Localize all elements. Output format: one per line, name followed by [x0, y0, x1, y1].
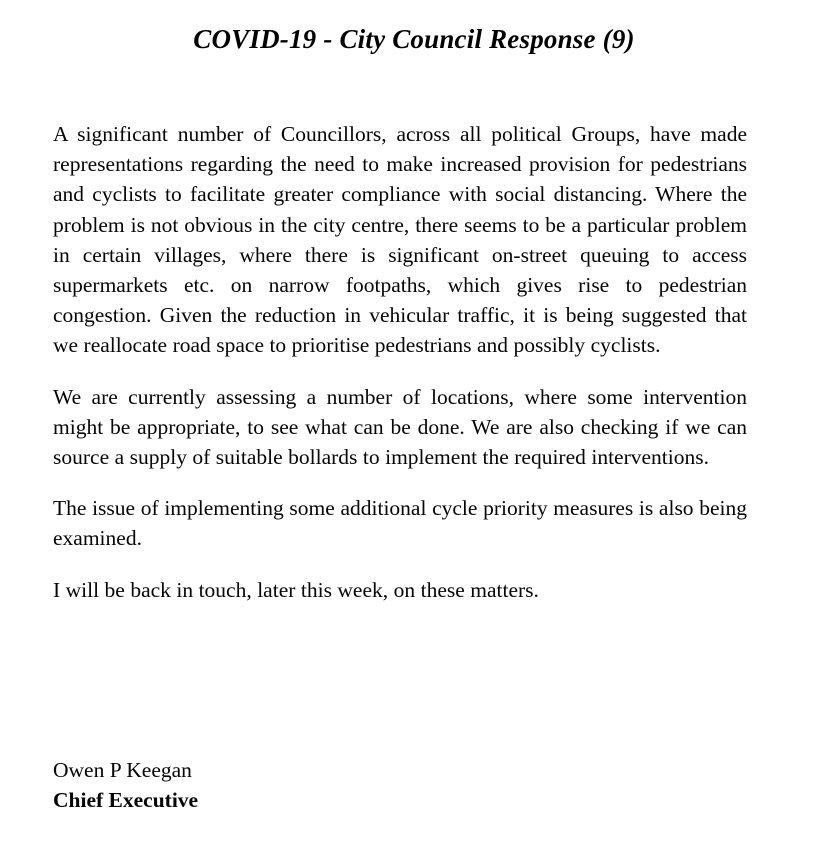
- page-title: COVID-19 - City Council Response (9): [193, 24, 635, 54]
- signature-block: [53, 755, 553, 815]
- signature-role: Chief Executive: [53, 788, 199, 813]
- body-paragraph-3: The issue of implementing some additional cycle priority measures is also being examined.: [53, 496, 747, 551]
- body-paragraph-1: A significant number of Councillors, across all political Groups, have made representations regarding the need to make increased provision for pedestrians and cyclists to facilitate greater compliance with social distancing. Where the problem is not obvious in the city centre, there seems to be a particular problem in certain villages, where there is significant on-street queuing to access supermarkets etc. on narrow footpaths, which gives rise to pedestrian congestion. Given the reduction in vehicular traffic, it is being suggested that we reallocate road space to prioritise pedestrians and possibly cyclists.: [53, 122, 747, 358]
- body-paragraph-4: I will be back in touch, later this week, on these matters.: [53, 577, 539, 602]
- body-paragraph-2: We are currently assessing a number of locations, where some intervention might be appropriate, to see what can be done. We are also checking if we can source a supply of suitable bollards to implement the required interventions.: [53, 384, 747, 470]
- signature-name: Owen P Keegan: [53, 758, 192, 782]
- document-body: [53, 119, 747, 605]
